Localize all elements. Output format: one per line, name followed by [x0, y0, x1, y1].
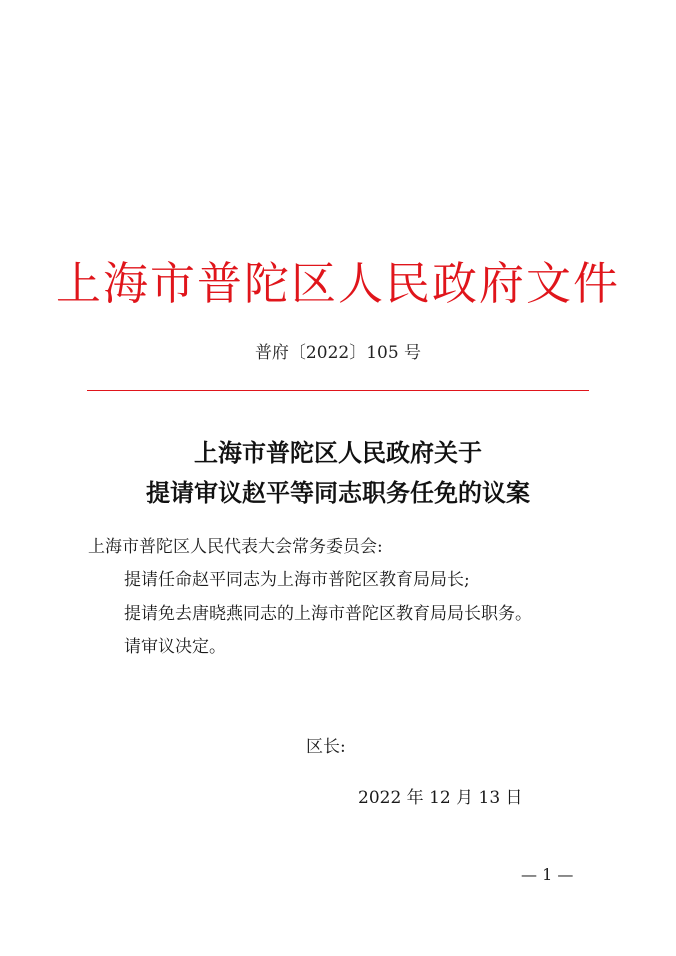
- document-number: 普府〔2022〕105 号: [254, 343, 422, 363]
- addressee: 上海市普陀区人民代表大会常务委员会:: [88, 537, 383, 557]
- body-paragraph-removal: 提请免去唐晓燕同志的上海市普陀区教育局局长职务。: [124, 604, 532, 624]
- document-header-title: 上海市普陀区人民政府文件: [55, 257, 620, 310]
- document-date: 2022 年 12 月 13 日: [358, 788, 523, 808]
- body-paragraph-appointment: 提请任命赵平同志为上海市普陀区教育局局长;: [124, 570, 470, 590]
- document-title-line-2: 提请审议赵平等同志职务任免的议案: [146, 478, 530, 507]
- signature-label: 区长:: [306, 737, 346, 757]
- header-red-rule: [87, 390, 589, 391]
- body-paragraph-request: 请审议决定。: [124, 637, 226, 657]
- page-number: — 1 —: [521, 865, 574, 884]
- document-title-line-1: 上海市普陀区人民政府关于: [194, 438, 482, 467]
